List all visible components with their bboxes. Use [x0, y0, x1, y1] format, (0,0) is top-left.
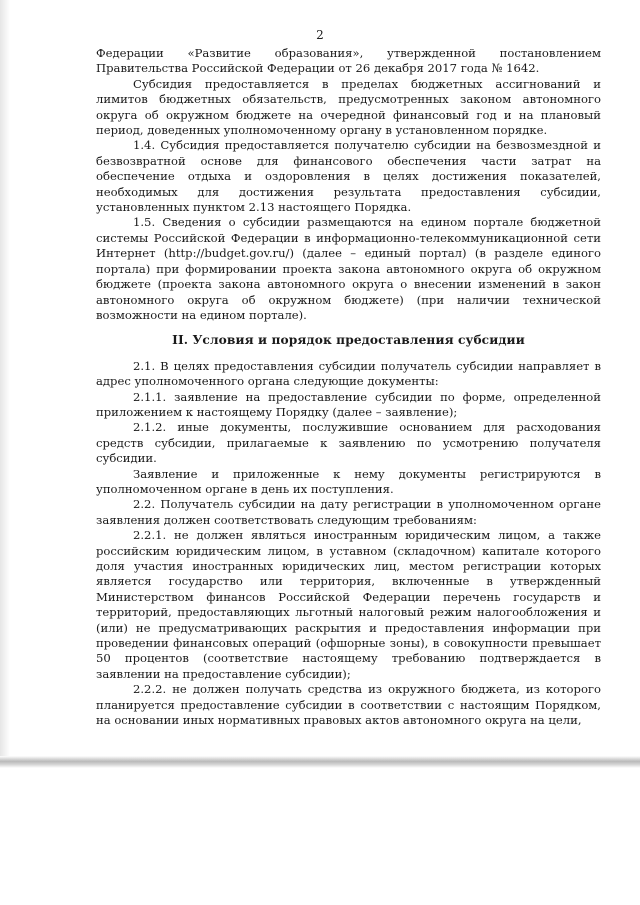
paragraph-2-2: 2.2. Получатель субсидии на дату регистрации в уполномоченном органе заявления должен соответствовать следующим требованиям: [96, 497, 601, 527]
page-number: 2 [316, 28, 324, 42]
document-body [96, 46, 601, 728]
paragraph-2-2-1: 2.2.1. не должен являться иностранным юридическим лицом, а также российским юридическим лицом, в уставном (складочном) капитале которого доля участия иностранных юридических лиц, местом регистрации которых является государство или территория, включенные в утвержденный Министерством финансов Российской Федерации перечень государств и территорий, предоставляющих льготный налоговый режим налогообложения и (или) не предусматривающих раскрытия и предоставления информации при проведении финансовых операций (офшорные зоны), в совокупности превышает 50 процентов (соответствие настоящему требованию подтверждается в заявлении на предоставление субсидии); [96, 528, 601, 681]
scan-bottom-shadow [0, 756, 640, 768]
paragraph-2-1-2: 2.1.2. иные документы, послужившие основанием для расходования средств субсидии, прилагаемые к заявлению по усмотрению получателя субсидии. [96, 420, 601, 466]
scan-left-edge [0, 0, 10, 764]
paragraph-1-4: 1.4. Субсидия предоставляется получателю субсидии на безвозмездной и безвозвратной основе для финансового обеспечения части затрат на обеспечение отдыха и оздоровления в целях достижения показателей, необходимых для достижения результата предоставления субсидии, установленных пунктом 2.13 настоящего Порядка. [96, 138, 601, 215]
paragraph-subsidy-limits: Субсидия предоставляется в пределах бюджетных ассигнований и лимитов бюджетных обязательств, предусмотренных законом автономного округа об окружном бюджете на очередной финансовый год и на плановый период, доведенных уполномоченному органу в установленном порядке. [96, 76, 601, 138]
paragraph-registration: Заявление и приложенные к нему документы регистрируются в уполномоченном органе в день их поступления. [96, 466, 601, 496]
paragraph-2-2-2: 2.2.2. не должен получать средства из окружного бюджета, из которого планируется предоставление субсидии в соответствии с настоящим Порядком, на основании иных нормативных правовых актов автономного округа на цели, [96, 682, 601, 728]
section-heading: II. Условия и порядок предоставления субсидии [172, 333, 525, 348]
paragraph-1-5: 1.5. Сведения о субсидии размещаются на едином портале бюджетной системы Российской Федерации в информационно-телекоммуникационной сети Интернет (http://budget.gov.ru/) (далее – единый портал) (в разделе единого портала) при формировании проекта закона автономного округа об окружном бюджете (проекта закона автономного округа о внесении изменений в закон автономного округа об окружном бюджете) (при наличии технической возможности на едином портале). [96, 215, 601, 322]
paragraph-2-1: 2.1. В целях предоставления субсидии получатель субсидии направляет в адрес уполномоченного органа следующие документы: [96, 358, 601, 389]
paragraph-2-1-1: 2.1.1. заявление на предоставление субсидии по форме, определенной приложением к настоящему Порядку (далее – заявление); [96, 389, 601, 419]
paragraph-continuation: Федерации «Развитие образования», утвержденной постановлением Правительства Российской Федерации от 26 декабря 2017 года № 1642. [96, 46, 601, 76]
